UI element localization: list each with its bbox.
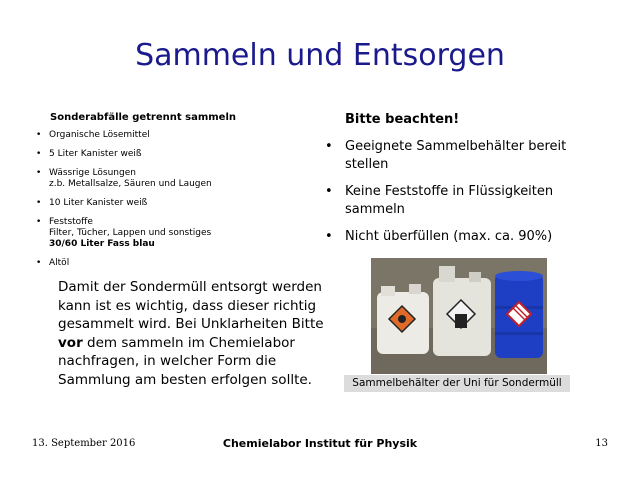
list-item-text: 10 Liter Kanister weiß [49, 198, 148, 208]
bullet-icon: • [36, 198, 42, 208]
list-item-text: Wässrige Lösungen [49, 168, 136, 178]
list-item [36, 217, 212, 250]
list-item-text: Geeignete Sammelbehälter bereit stellen [345, 139, 567, 172]
list-item [36, 130, 212, 141]
list-item [36, 258, 212, 269]
list-item-text: Keine Feststoffe in Flüssigkeiten sammeln [345, 184, 554, 217]
white-canister-small [377, 284, 429, 354]
footer-date: 13. September 2016 [32, 438, 136, 449]
bullet-icon: • [325, 229, 333, 244]
info-paragraph [58, 278, 328, 389]
blue-drum [495, 271, 543, 358]
list-item [36, 168, 212, 190]
list-item [325, 138, 585, 174]
paragraph-bold-word: vor [58, 334, 83, 351]
bullet-icon: • [36, 149, 42, 159]
notes-list [325, 138, 585, 255]
waste-category-list [36, 130, 212, 277]
list-item-text: Altöl [49, 258, 70, 268]
bullet-icon: • [325, 184, 333, 199]
list-item-subtext: Filter, Tücher, Lappen und sonstiges [49, 228, 212, 238]
list-item [36, 198, 212, 209]
list-item-text: Nicht überfüllen (max. ca. 90%) [345, 229, 553, 244]
list-item [36, 149, 212, 160]
photo-caption: Sammelbehälter der Uni für Sondermüll [344, 375, 570, 392]
list-item-subtext: z.b. Metallsalze, Säuren und Laugen [49, 179, 212, 189]
bullet-icon: • [36, 168, 42, 178]
footer-title: Chemielabor Institut für Physik [222, 437, 418, 450]
notes-heading: Bitte beachten! [345, 112, 460, 127]
bullet-icon: • [36, 258, 42, 268]
list-item [325, 228, 585, 246]
list-item-text: Organische Lösemittel [49, 130, 150, 140]
containers-illustration [371, 258, 547, 374]
containers-photo [371, 258, 547, 374]
paragraph-text-after: dem sammeln im Chemielabor nachfragen, in welcher Form die Sammlung am besten erfolgen sollte. [58, 334, 312, 388]
slide-title: Sammeln und Entsorgen [135, 38, 505, 73]
bullet-icon: • [36, 217, 42, 227]
left-heading: Sonderabfälle getrennt sammeln [50, 112, 236, 123]
list-item-bold-note: 30/60 Liter Fass blau [49, 239, 155, 249]
list-item-text: 5 Liter Kanister weiß [49, 149, 142, 159]
bullet-icon: • [36, 130, 42, 140]
bullet-icon: • [325, 139, 333, 154]
list-item-text: Feststoffe [49, 217, 93, 227]
paragraph-text-before: Damit der Sondermüll entsorgt werden kann ist es wichtig, dass dieser richtig gesammelt wird. Bei Unklarheiten Bitte [58, 279, 324, 332]
page-number: 13 [595, 438, 608, 449]
list-item [325, 183, 585, 219]
white-canister-medium [433, 266, 491, 356]
